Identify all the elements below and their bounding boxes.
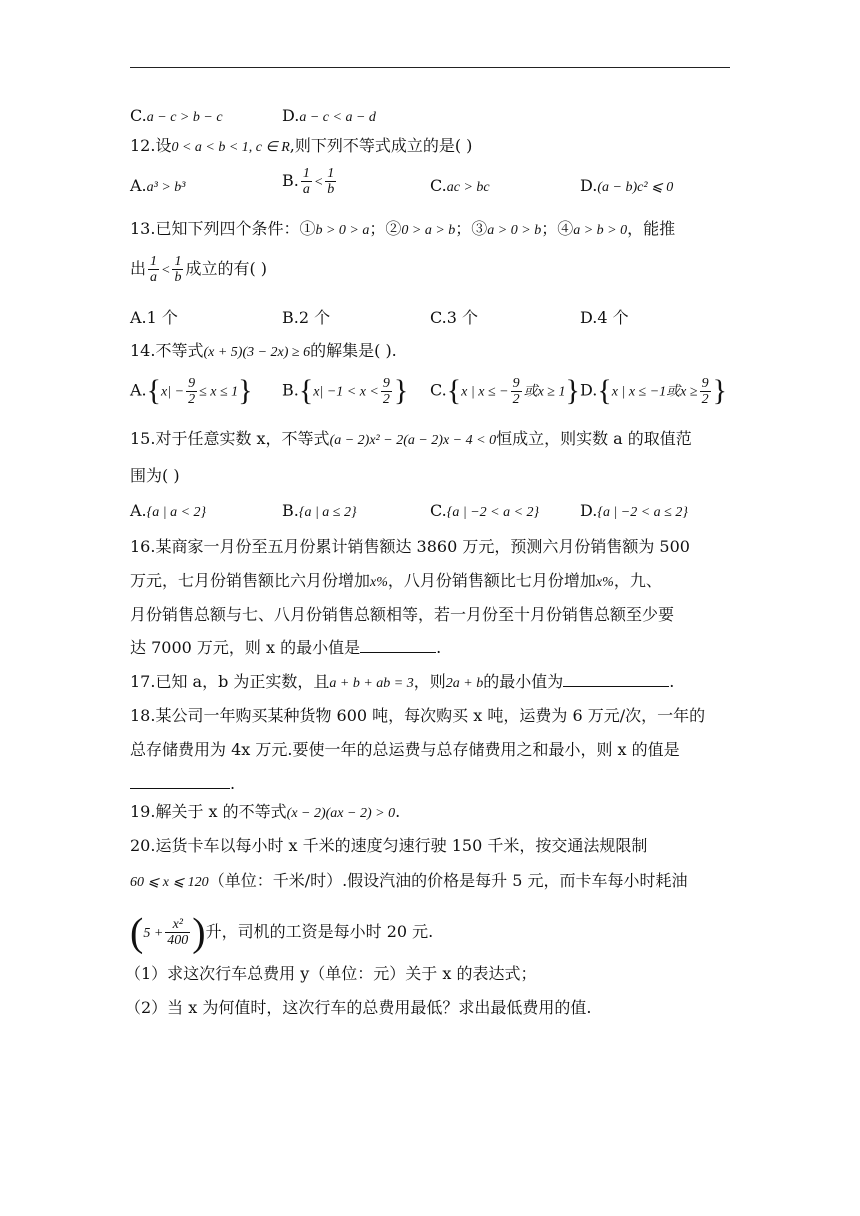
- q20-part2: （2）当 x 为何值时，这次行车的总费用最低？求出最低费用的值.: [125, 998, 592, 1017]
- q16-line3: 月份销售总额与七、八月份销售总额相等，若一月份至十月份销售总额至少要: [130, 605, 675, 624]
- q14-option-a: A.{x| − $\frac{9}{2}$ ≤ x ≤ 1}: [130, 374, 253, 407]
- q15-option-d: D.{a | −2 < a ≤ 2}: [580, 501, 688, 520]
- q18-line3: .: [130, 773, 235, 795]
- q12-option-a: A.a³ > b³: [130, 176, 186, 195]
- q16-line2: 万元，七月份销售额比六月份增加x%，八月份销售额比七月份增加x%，九、: [130, 571, 662, 590]
- q15-option-b: B.{a | a ≤ 2}: [282, 501, 357, 520]
- q13-stem: 13.已知下列四个条件：①b > 0 > a；②0 > a > b；③a > 0 > b；④a > b > 0，能推: [130, 219, 676, 238]
- q13-option-c: C.3 个: [430, 308, 479, 327]
- q20-line1: 20.运货卡车以每小时 x 千米的速度匀速行驶 150 千米，按交通法规限制: [130, 836, 648, 855]
- q13-option-b: B.2 个: [282, 308, 331, 327]
- q15-option-a: A.{a | a < 2}: [130, 501, 207, 520]
- q20-line3: (5 + $\frac{\text{x²}}{400}$ )升，司机的工资是每小时 20 元.: [130, 909, 434, 955]
- q11-option-c: C.a − c > b − c: [130, 106, 223, 125]
- q14-option-c: C.{x | x ≤ − $\frac{9}{2}$ 或x ≥ 1}: [430, 374, 580, 407]
- q14-stem: 14.不等式(x + 5)(3 − 2x) ≥ 6的解集是( ).: [130, 341, 397, 360]
- q12-option-b: B. $\frac{1}{a}$ < $\frac{1}{b}$: [282, 166, 335, 197]
- q18-line2: 总存储费用为 4x 万元.要使一年的总运费与总存储费用之和最小，则 x 的值是: [130, 740, 680, 759]
- q20-line2: 60 ⩽ x ⩽ 120（单位：千米/时）.假设汽油的价格是每升 5 元，而卡车每小时耗油: [130, 871, 688, 890]
- q12-option-c: C.ac > bc: [430, 176, 490, 195]
- q13-option-d: D.4 个: [580, 308, 629, 327]
- q12-stem: 12.设0 < a < b < 1, c ∈ R,则下列不等式成立的是( ): [130, 136, 473, 155]
- q16-line4: 达 7000 万元，则 x 的最小值是 .: [130, 638, 442, 657]
- q15-stem-line2: 围为( ): [130, 466, 180, 485]
- q14-option-d: D.{x | x ≤ −1或x ≥ $\frac{9}{2}$ }: [580, 374, 727, 407]
- header-rule: [130, 67, 730, 68]
- q16-line1: 16.某商家一月份至五月份累计销售额达 3860 万元，预测六月份销售额为 500: [130, 537, 690, 556]
- q18-line1: 18.某公司一年购买某种货物 600 吨，每次购买 x 吨，运费为 6 万元/次，一年的: [130, 706, 706, 725]
- q13-option-a: A.1 个: [130, 308, 178, 327]
- q18-answer-blank: [130, 788, 230, 789]
- q19-stem: 19.解关于 x 的不等式(x − 2)(ax − 2) > 0.: [130, 802, 401, 821]
- q15-stem: 15.对于任意实数 x，不等式(a − 2)x² − 2(a − 2)x − 4 < 0恒成立，则实数 a 的取值范: [130, 429, 692, 448]
- q20-part1: （1）求这次行车总费用 y（单位：元）关于 x 的表达式；: [125, 964, 537, 983]
- q17-stem: 17.已知 a，b 为正实数，且a + b + ab = 3，则2a + b的最小值为 .: [130, 672, 675, 691]
- q14-option-b: B.{x| −1 < x < $\frac{9}{2}$ }: [282, 374, 409, 407]
- q12-option-d: D.(a − b)c² ⩽ 0: [580, 176, 674, 195]
- q17-answer-blank: [563, 686, 669, 687]
- q11-option-d: D.a − c < a − d: [282, 106, 376, 125]
- q13-stem-line2: 出 $\frac{1}{a}$ < $\frac{1}{b}$ 成立的有( ): [130, 254, 268, 285]
- q16-answer-blank: [360, 652, 436, 653]
- q15-option-c: C.{a | −2 < a < 2}: [430, 501, 540, 520]
